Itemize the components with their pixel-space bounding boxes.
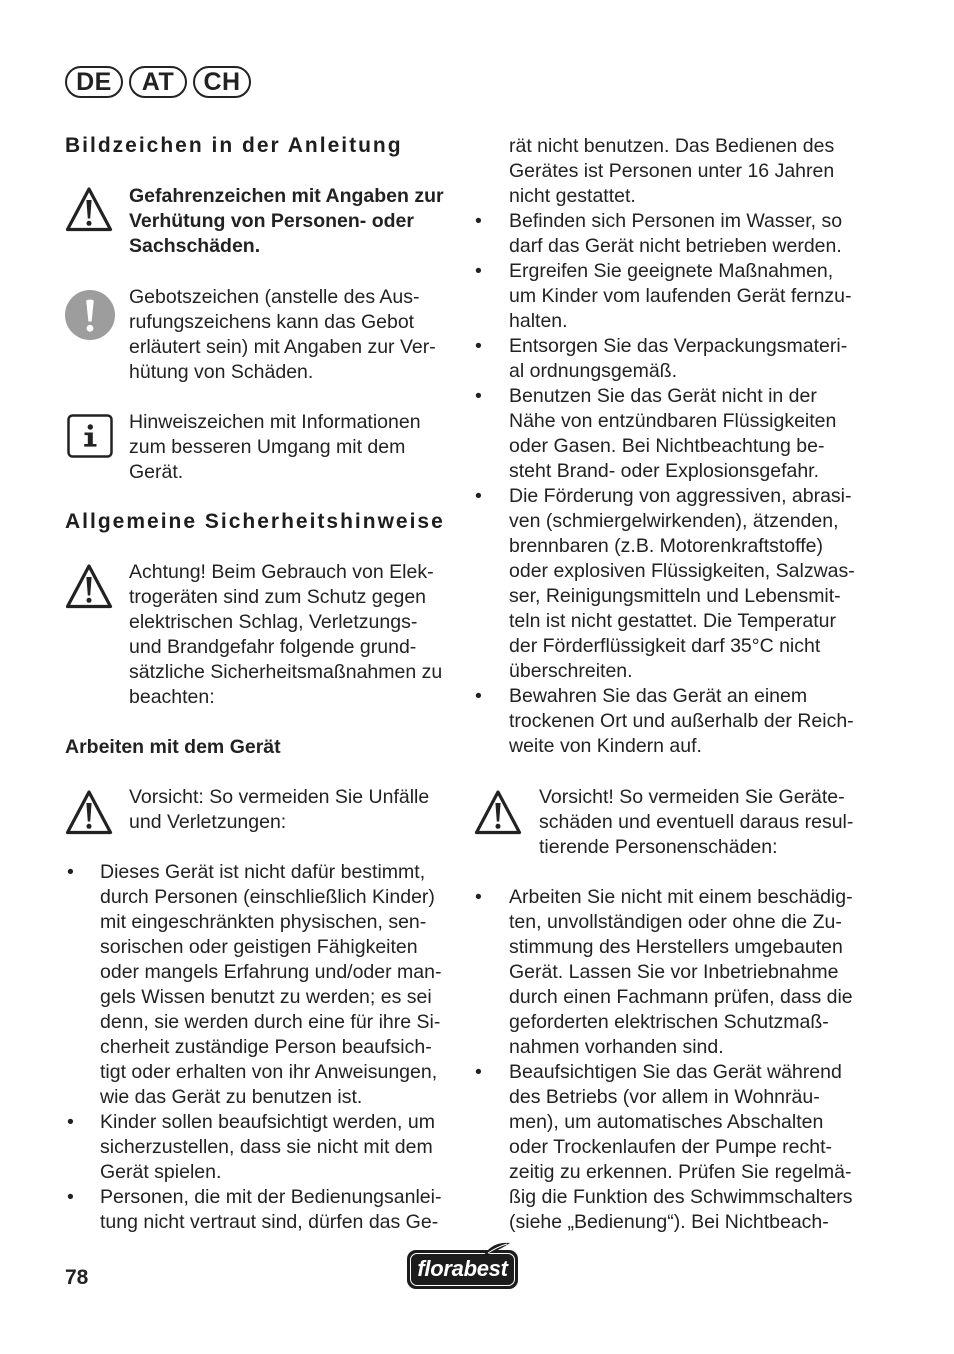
text-line: cherheit zuständige Person beaufsich- (100, 1035, 432, 1058)
bullet-point: • (67, 860, 74, 883)
bullet-point: • (475, 259, 482, 282)
bullet-point: • (475, 484, 482, 507)
text-line: Beaufsichtigen Sie das Gerät während (509, 1060, 842, 1083)
text-line: oder explosiven Flüssigkeiten, Salzwas- (509, 559, 855, 582)
warning-triangle-icon (65, 563, 113, 610)
text-line: Gerät spielen. (100, 1160, 222, 1183)
text-line: darf das Gerät nicht betrieben werden. (509, 234, 842, 257)
bullet-point: • (67, 1110, 74, 1133)
general-warning-text (129, 560, 442, 710)
bullet-list-right (473, 209, 855, 759)
text-line: sicherzustellen, dass sie nicht mit dem (100, 1135, 433, 1158)
section-heading-safety: Allgemeine Sicherheitshinweise (65, 509, 445, 533)
text-line: um Kinder vom laufenden Gerät fernzu- (509, 284, 852, 307)
bullet-item (473, 259, 855, 334)
symbol-description-info (129, 410, 421, 485)
text-line: trogeräten sind zum Schutz gegen (129, 585, 427, 608)
bullet-item (65, 860, 441, 1110)
brand-logo-text: florabest (410, 1253, 515, 1286)
text-line: oder mangels Erfahrung und/oder man- (100, 960, 442, 983)
subheading-working-with-device: Arbeiten mit dem Gerät (65, 735, 281, 758)
bullet-item (473, 885, 853, 1060)
text-line: Achtung! Beim Gebrauch von Elek- (129, 560, 434, 583)
text-line: tigt oder erhalten von ihr Anweisungen, (100, 1060, 438, 1083)
text-line: schäden und eventuell daraus resul- (539, 810, 854, 833)
caution-damage-text (539, 785, 853, 860)
text-line: stimmung des Herstellers umgebauten (509, 935, 843, 958)
text-line: Dieses Gerät ist nicht dafür bestimmt, (100, 860, 426, 883)
text-line: mit eingeschränkten physischen, sen- (100, 910, 427, 933)
text-line: zum besseren Umgang mit dem (129, 435, 406, 458)
bullet-point: • (475, 334, 482, 357)
text-line: rufungszeichens kann das Gebot (129, 310, 415, 333)
bullet-list-damage (473, 885, 853, 1235)
text-line: erläutert sein) mit Angaben zur Ver- (129, 335, 436, 358)
text-line: oder Gasen. Bei Nichtbeachtung be- (509, 434, 825, 457)
text-line: ven (schmiergelwirkenden), ätzenden, (509, 509, 839, 532)
text-line: Gebotszeichen (anstelle des Aus- (129, 285, 420, 308)
text-line: Ergreifen Sie geeignete Maßnahmen, (509, 259, 834, 282)
text-line: Gerätes ist Personen unter 16 Jahren (509, 159, 835, 182)
bullet-text (509, 209, 842, 259)
text-line: weite von Kindern auf. (509, 734, 702, 757)
text-line: trockenen Ort und außerhalb der Reich- (509, 709, 854, 732)
page-number: 78 (65, 1265, 89, 1289)
bullet-item (473, 384, 855, 484)
text-line: hütung von Schäden. (129, 360, 314, 383)
text-line: tierende Personenschäden: (539, 835, 778, 858)
text-line: Vorsicht: So vermeiden Sie Unfälle (129, 785, 430, 808)
bullet-item (65, 1110, 441, 1185)
text-line: rät nicht benutzen. Das Bedienen des (509, 134, 835, 157)
text-line: halten. (509, 309, 568, 332)
text-line: Benutzen Sie das Gerät nicht in der (509, 384, 817, 407)
text-line: ßig die Funktion des Schwimmschalters (509, 1185, 853, 1208)
bullet-item (473, 484, 855, 684)
warning-triangle-icon (474, 789, 522, 836)
text-line: Bewahren Sie das Gerät an einem (509, 684, 808, 707)
text-line: Entsorgen Sie das Verpackungsmateri- (509, 334, 848, 357)
text-line: überschreiten. (509, 659, 633, 682)
text-line: Sachschäden. (129, 234, 261, 257)
leaf-icon (482, 1241, 512, 1257)
mandatory-exclamation-icon (65, 290, 115, 340)
text-line: durch Personen (einschließlich Kinder) (100, 885, 435, 908)
bullet-text (509, 384, 836, 484)
text-line: Gerät. (129, 460, 184, 483)
text-line: Arbeiten Sie nicht mit einem beschädig- (509, 885, 853, 908)
bullet-point: • (475, 885, 482, 908)
text-line: und Verletzungen: (129, 810, 287, 833)
text-line: Hinweiszeichen mit Informationen (129, 410, 421, 433)
warning-triangle-icon (65, 186, 113, 233)
text-line: und Brandgefahr folgende grund- (129, 635, 417, 658)
text-line: Gefahrenzeichen mit Angaben zur (129, 184, 444, 207)
text-line: nahmen vorhanden sind. (509, 1035, 724, 1058)
bullet-point: • (475, 1060, 482, 1083)
text-line: sorischen oder geistigen Fähigkeiten (100, 935, 418, 958)
text-line: elektrischen Schlag, Verletzungs- (129, 610, 418, 633)
bullet-item (473, 1060, 853, 1235)
text-line: teln ist nicht gestattet. Die Temperatur (509, 609, 836, 632)
bullet-point: • (67, 1185, 74, 1208)
text-line: Vorsicht! So vermeiden Sie Geräte- (539, 785, 845, 808)
bullet-text (509, 484, 855, 684)
bullet-text (509, 684, 854, 759)
text-line: denn, sie werden durch eine für ihre Si- (100, 1010, 441, 1033)
text-line: Die Förderung von aggressiven, abrasi- (509, 484, 852, 507)
text-line: durch einen Fachmann prüfen, dass die (509, 985, 853, 1008)
text-line: ten, unvollständigen oder ohne die Zu- (509, 910, 842, 933)
bullet-point: • (475, 209, 482, 232)
text-line: Befinden sich Personen im Wasser, so (509, 209, 843, 232)
bullet-item (473, 684, 855, 759)
symbol-description-mandatory (129, 285, 436, 385)
section-heading-symbols: Bildzeichen in der Anleitung (65, 133, 403, 157)
symbol-description-danger (129, 184, 444, 259)
bullet-text (509, 1060, 853, 1235)
bullet-text (509, 334, 847, 384)
bullet-item (65, 1185, 441, 1235)
text-line: beachten: (129, 685, 215, 708)
text-line: des Betriebs (vor allem in Wohnräu- (509, 1085, 820, 1108)
caution-injury-text (129, 785, 429, 835)
text-line: men), um automatisches Abschalten (509, 1110, 824, 1133)
bullet-item (473, 334, 855, 384)
text-line: nicht gestattet. (509, 184, 636, 207)
text-line: Gerät. Lassen Sie vor Inbetriebnahme (509, 960, 839, 983)
text-line: zeitig zu erkennen. Prüfen Sie regelmä- (509, 1160, 852, 1183)
text-line: gels Wissen benutzt zu werden; es sei (100, 985, 432, 1008)
bullet-list-left (65, 860, 441, 1235)
text-line: (siehe „Bedienung“). Bei Nichtbeach- (509, 1210, 829, 1233)
text-line: Nähe von entzündbaren Flüssigkeiten (509, 409, 837, 432)
bullet-text (100, 1110, 435, 1185)
bullet-text (509, 885, 853, 1060)
country-tag-de: DE (65, 66, 123, 98)
warning-triangle-icon (65, 789, 113, 836)
bullet-point: • (475, 384, 482, 407)
text-line: sätzliche Sicherheitsmaßnahmen zu (129, 660, 443, 683)
bullet-text (100, 860, 441, 1110)
text-line: Personen, die mit der Bedienungsanlei- (100, 1185, 442, 1208)
info-icon (67, 414, 113, 458)
text-line: wie das Gerät zu benutzen ist. (100, 1085, 363, 1108)
text-line: al ordnungsgemäß. (509, 359, 678, 382)
text-line: der Förderflüssigkeit darf 35°C nicht (509, 634, 821, 657)
text-line: brennbaren (z.B. Motorenkraftstoffe) (509, 534, 823, 557)
bullet-text (100, 1185, 441, 1235)
text-line: oder Trockenlaufen der Pumpe recht- (509, 1135, 833, 1158)
text-line: Verhütung von Personen- oder (129, 209, 414, 232)
bullet-item (473, 209, 855, 259)
country-tag-ch: CH (193, 66, 251, 98)
country-tag-at: AT (129, 66, 187, 98)
text-line: Kinder sollen beaufsichtigt werden, um (100, 1110, 435, 1133)
text-line: tung nicht vertraut sind, dürfen das Ge- (100, 1210, 439, 1233)
text-line: steht Brand- oder Explosionsgefahr. (509, 459, 820, 482)
continued-bullet-text (509, 134, 834, 209)
text-line: geforderten elektrischen Schutzmaß- (509, 1010, 829, 1033)
text-line: ser, Reinigungsmitteln und Lebensmit- (509, 584, 841, 607)
bullet-point: • (475, 684, 482, 707)
bullet-text (509, 259, 852, 334)
